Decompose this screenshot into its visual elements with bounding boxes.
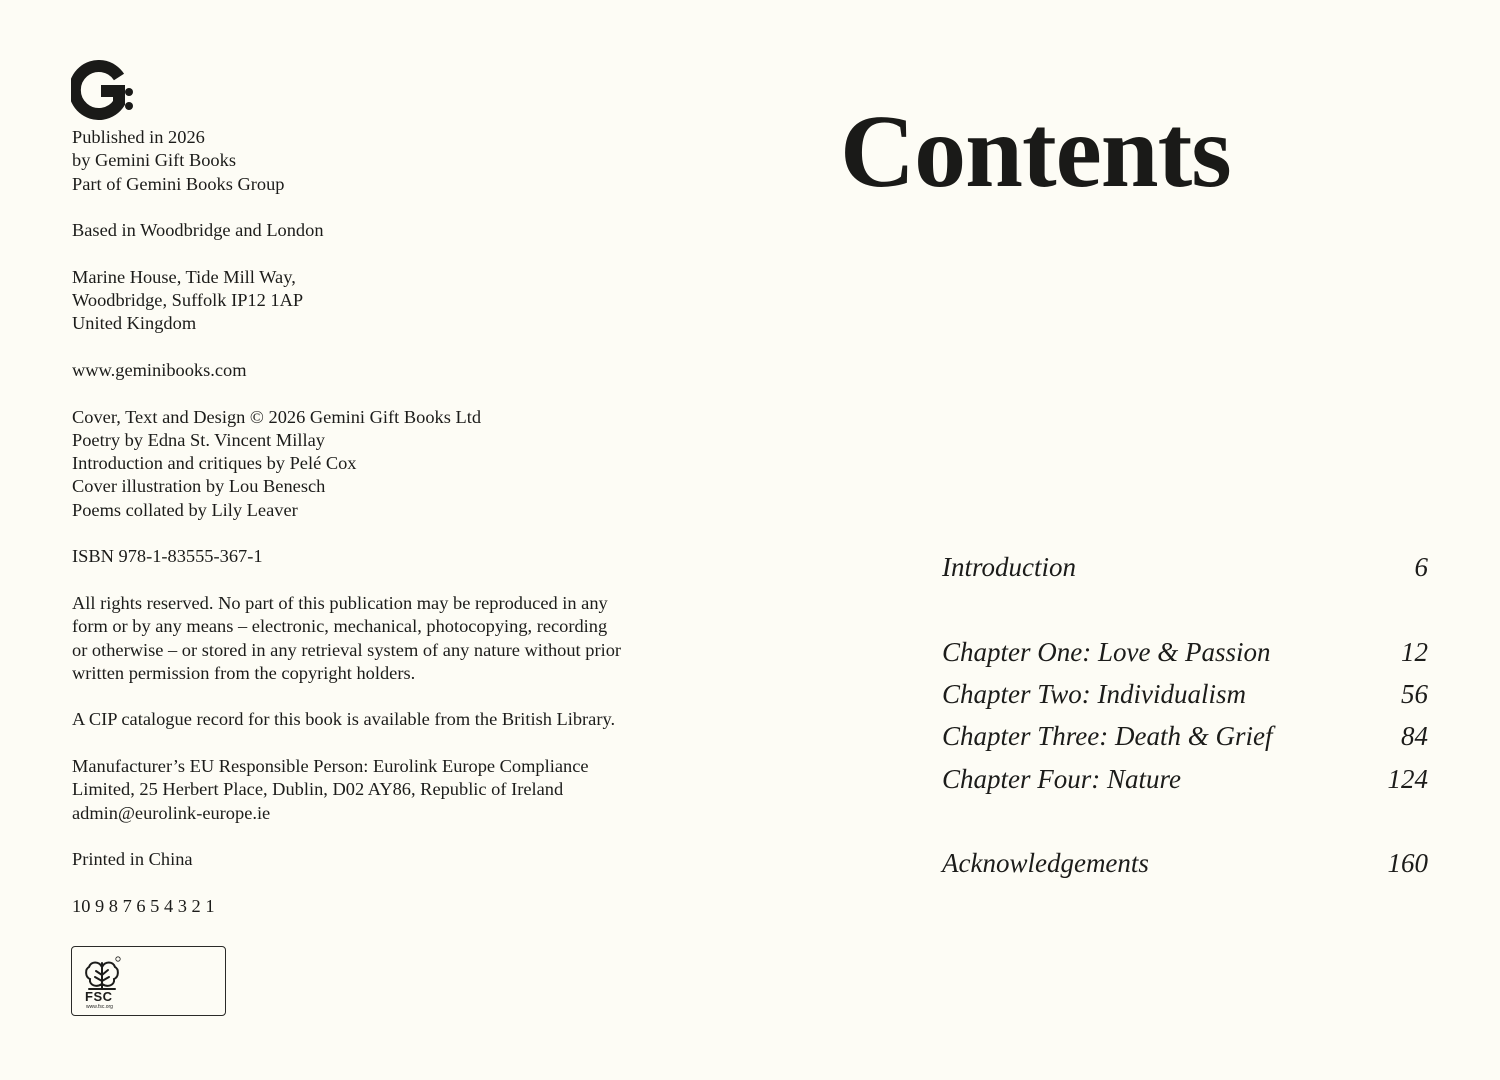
credits-block [72, 406, 692, 522]
rights-line: All rights reserved. No part of this publication may be reproduced in any [72, 592, 608, 613]
toc-entry-page: 12 [1401, 637, 1428, 667]
manufacturer-email[interactable]: admin@eurolink-europe.ie [72, 802, 271, 823]
manufacturer-line: Manufacturer’s EU Responsible Person: Eurolink Europe Compliance [72, 756, 589, 777]
publisher-block [72, 126, 692, 196]
address-line: United Kingdom [72, 313, 197, 334]
manufacturer-line: Limited, 25 Herbert Place, Dublin, D02 AY86, Republic of Ireland [72, 779, 564, 800]
toc-entry-title: Chapter One: Love & Passion [942, 637, 1271, 667]
address-block [72, 266, 692, 336]
rights-line: written permission from the copyright holders. [72, 662, 416, 683]
toc-entry-chapter-one[interactable] [942, 634, 1428, 670]
publisher-line: by Gemini Gift Books [72, 150, 236, 171]
website-block [72, 359, 692, 382]
based-line: Based in Woodbridge and London [72, 220, 324, 241]
contents-page [750, 0, 1500, 1080]
toc-entry-chapter-four[interactable] [942, 761, 1428, 797]
toc-entry-page: 6 [1414, 552, 1428, 582]
address-line: Woodbridge, Suffolk IP12 1AP [72, 290, 304, 311]
printed-line: Printed in China [72, 849, 193, 870]
toc-entry-title: Introduction [942, 552, 1076, 582]
imprint-text [72, 126, 692, 941]
rights-line: form or by any means – electronic, mechanical, photocopying, recording [72, 616, 608, 637]
printed-block [72, 848, 692, 871]
toc-entry-page: 56 [1401, 679, 1428, 709]
cip-block [72, 708, 692, 731]
fsc-url: www.fsc.org [86, 1004, 113, 1010]
credit-line: Introduction and critiques by Pelé Cox [72, 453, 357, 474]
credit-line: Poetry by Edna St. Vincent Millay [72, 429, 325, 450]
toc-entry-title: Chapter Four: Nature [942, 764, 1181, 794]
isbn-block [72, 545, 692, 568]
rights-line: or otherwise – or stored in any retrieval system of any nature without prior [72, 639, 622, 660]
toc-entry-chapter-two[interactable] [942, 676, 1428, 712]
print-line-block [72, 895, 692, 918]
toc-entry-page: 160 [1387, 848, 1428, 878]
toc-entry-title: Acknowledgements [942, 848, 1149, 878]
toc-entry-chapter-three[interactable] [942, 718, 1428, 754]
fsc-label: FSC [85, 989, 113, 1004]
credit-line: Cover, Text and Design © 2026 Gemini Gift Books Ltd [72, 406, 482, 427]
cip-line: A CIP catalogue record for this book is available from the British Library. [72, 709, 616, 730]
toc-entry-title: Chapter Two: Individualism [942, 679, 1247, 709]
published-line: Published in 2026 [72, 127, 205, 147]
toc-entry-page: 124 [1387, 764, 1428, 794]
manufacturer-block [72, 755, 692, 825]
credit-line: Poems collated by Lily Leaver [72, 499, 298, 520]
toc-entry-introduction[interactable] [942, 549, 1428, 585]
website-link[interactable]: www.geminibooks.com [72, 359, 247, 380]
isbn: ISBN 978-1-83555-367-1 [72, 546, 263, 567]
group-line: Part of Gemini Books Group [72, 173, 285, 194]
address-line: Marine House, Tide Mill Way, [72, 266, 296, 287]
fsc-badge [71, 946, 226, 1016]
toc-entry-acknowledgements[interactable] [942, 845, 1428, 881]
print-line: 10 9 8 7 6 5 4 3 2 1 [72, 895, 215, 916]
rights-block [72, 592, 692, 685]
credit-line: Cover illustration by Lou Benesch [72, 476, 326, 497]
toc-entry-page: 84 [1401, 721, 1428, 751]
gemini-logo-icon [71, 60, 141, 120]
based-block [72, 219, 692, 242]
page-title: Contents [840, 94, 1231, 209]
toc-entry-title: Chapter Three: Death & Grief [942, 721, 1273, 751]
